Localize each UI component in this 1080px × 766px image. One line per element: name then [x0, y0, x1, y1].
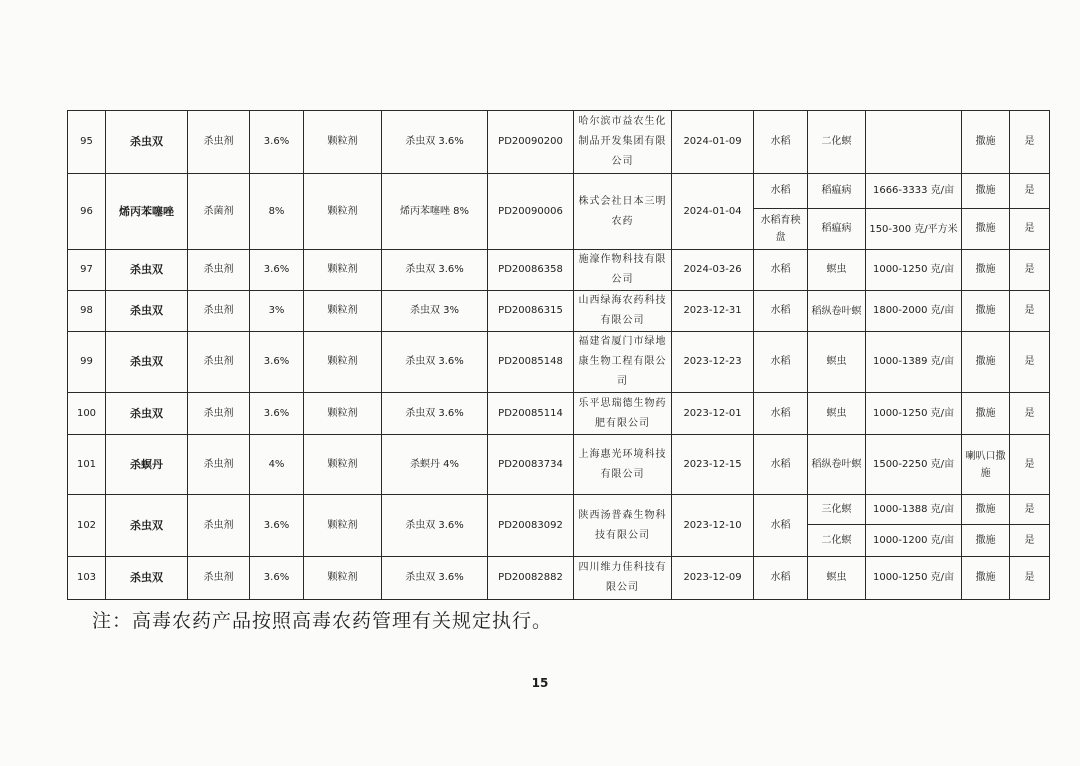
table-row: [68, 250, 1050, 291]
crop: 水稻: [754, 250, 808, 291]
row-number: 101: [68, 435, 106, 495]
formulation: 颗粒剂: [304, 174, 382, 250]
expiry-date: 2023-12-01: [672, 393, 754, 435]
target-pest: 螟虫: [808, 393, 866, 435]
dosage: 1000-1250 克/亩: [866, 250, 962, 291]
table-row: [68, 557, 1050, 600]
formulation: 颗粒剂: [304, 111, 382, 174]
company-name: 株式会社日本三明农药: [574, 174, 672, 250]
expiry-date: 2023-12-09: [672, 557, 754, 600]
product-name: 杀虫双: [106, 393, 188, 435]
dosage: 150-300 克/平方米: [866, 209, 962, 250]
active-ingredient: 杀螟丹 4%: [382, 435, 488, 495]
flag-cell: 是: [1010, 525, 1050, 557]
expiry-date: 2023-12-31: [672, 291, 754, 332]
formulation: 颗粒剂: [304, 291, 382, 332]
product-name: 杀虫双: [106, 557, 188, 600]
pesticide-type: 杀菌剂: [188, 174, 250, 250]
application-method: 撒施: [962, 525, 1010, 557]
target-pest: 稻瘟病: [808, 174, 866, 209]
row-number: 99: [68, 332, 106, 393]
crop: 水稻育秧盘: [754, 209, 808, 250]
target-pest: 稻纵卷叶螟: [808, 435, 866, 495]
application-method: 撒施: [962, 393, 1010, 435]
crop: 水稻: [754, 291, 808, 332]
active-ingredient: 杀虫双 3%: [382, 291, 488, 332]
dosage: 1500-2250 克/亩: [866, 435, 962, 495]
crop: 水稻: [754, 393, 808, 435]
flag-cell: 是: [1010, 435, 1050, 495]
target-pest: 稻瘟病: [808, 209, 866, 250]
flag-cell: 是: [1010, 174, 1050, 209]
crop: 水稻: [754, 174, 808, 209]
application-method: 撒施: [962, 557, 1010, 600]
pesticide-type: 杀虫剂: [188, 495, 250, 557]
table-row: [68, 174, 1050, 209]
application-method: 撒施: [962, 209, 1010, 250]
crop: 水稻: [754, 332, 808, 393]
active-ingredient: 杀虫双 3.6%: [382, 332, 488, 393]
active-ingredient: 杀虫双 3.6%: [382, 111, 488, 174]
registration-number: PD20086358: [488, 250, 574, 291]
target-pest: 螟虫: [808, 557, 866, 600]
registration-number: PD20090200: [488, 111, 574, 174]
total-content: 3.6%: [250, 557, 304, 600]
footnote: 注：高毒农药产品按照高毒农药管理有关规定执行。: [92, 610, 553, 632]
pesticide-type: 杀虫剂: [188, 250, 250, 291]
total-content: 8%: [250, 174, 304, 250]
formulation: 颗粒剂: [304, 393, 382, 435]
row-number: 103: [68, 557, 106, 600]
flag-cell: 是: [1010, 209, 1050, 250]
application-method: 撒施: [962, 250, 1010, 291]
dosage: 1000-1250 克/亩: [866, 393, 962, 435]
table-row: [68, 495, 1050, 525]
total-content: 3.6%: [250, 495, 304, 557]
total-content: 4%: [250, 435, 304, 495]
registration-number: PD20085114: [488, 393, 574, 435]
formulation: 颗粒剂: [304, 495, 382, 557]
product-name: 杀虫双: [106, 495, 188, 557]
dosage: 1000-1388 克/亩: [866, 495, 962, 525]
target-pest: 三化螟: [808, 495, 866, 525]
target-pest: 二化螟: [808, 525, 866, 557]
product-name: 杀虫双: [106, 291, 188, 332]
total-content: 3.6%: [250, 250, 304, 291]
company-name: 四川维力佳科技有限公司: [574, 557, 672, 600]
target-pest: 螟虫: [808, 250, 866, 291]
pesticide-type: 杀虫剂: [188, 393, 250, 435]
registration-number: PD20090006: [488, 174, 574, 250]
crop: 水稻: [754, 557, 808, 600]
registration-number: PD20085148: [488, 332, 574, 393]
dosage: 1000-1250 克/亩: [866, 557, 962, 600]
crop: 水稻: [754, 495, 808, 557]
table-row: [68, 111, 1050, 174]
expiry-date: 2024-03-26: [672, 250, 754, 291]
table-row: [68, 332, 1050, 393]
total-content: 3.6%: [250, 393, 304, 435]
crop: 水稻: [754, 111, 808, 174]
total-content: 3%: [250, 291, 304, 332]
formulation: 颗粒剂: [304, 250, 382, 291]
pesticide-type: 杀虫剂: [188, 332, 250, 393]
row-number: 97: [68, 250, 106, 291]
registration-number: PD20086315: [488, 291, 574, 332]
active-ingredient: 杀虫双 3.6%: [382, 495, 488, 557]
product-name: 杀虫双: [106, 332, 188, 393]
row-number: 95: [68, 111, 106, 174]
application-method: 喇叭口撒施: [962, 435, 1010, 495]
application-method: 撒施: [962, 174, 1010, 209]
table-row: [68, 291, 1050, 332]
row-number: 100: [68, 393, 106, 435]
application-method: 撒施: [962, 111, 1010, 174]
page-number: 15: [531, 676, 549, 690]
target-pest: 二化螟: [808, 111, 866, 174]
product-name: 杀虫双: [106, 111, 188, 174]
application-method: 撒施: [962, 291, 1010, 332]
company-name: 陕西汤普森生物科技有限公司: [574, 495, 672, 557]
crop: 水稻: [754, 435, 808, 495]
pesticide-type: 杀虫剂: [188, 291, 250, 332]
row-number: 98: [68, 291, 106, 332]
registration-number: PD20082882: [488, 557, 574, 600]
pesticide-type: 杀虫剂: [188, 557, 250, 600]
company-name: 施濠作物科技有限公司: [574, 250, 672, 291]
registration-number: PD20083734: [488, 435, 574, 495]
registration-number: PD20083092: [488, 495, 574, 557]
dosage: [866, 111, 962, 174]
expiry-date: 2023-12-23: [672, 332, 754, 393]
pesticide-type: 杀虫剂: [188, 111, 250, 174]
active-ingredient: 杀虫双 3.6%: [382, 557, 488, 600]
table-row: [68, 393, 1050, 435]
dosage: 1800-2000 克/亩: [866, 291, 962, 332]
flag-cell: 是: [1010, 250, 1050, 291]
expiry-date: 2024-01-09: [672, 111, 754, 174]
company-name: 哈尔滨市益农生化制品开发集团有限公司: [574, 111, 672, 174]
flag-cell: 是: [1010, 332, 1050, 393]
company-name: 山西绿海农药科技有限公司: [574, 291, 672, 332]
flag-cell: 是: [1010, 111, 1050, 174]
product-name: 杀螟丹: [106, 435, 188, 495]
company-name: 乐平思瑞德生物药肥有限公司: [574, 393, 672, 435]
expiry-date: 2023-12-10: [672, 495, 754, 557]
table-row: [68, 435, 1050, 495]
flag-cell: 是: [1010, 557, 1050, 600]
total-content: 3.6%: [250, 332, 304, 393]
active-ingredient: 杀虫双 3.6%: [382, 393, 488, 435]
row-number: 96: [68, 174, 106, 250]
company-name: 上海惠光环境科技有限公司: [574, 435, 672, 495]
target-pest: 螟虫: [808, 332, 866, 393]
flag-cell: 是: [1010, 495, 1050, 525]
active-ingredient: 烯丙苯噻唑 8%: [382, 174, 488, 250]
active-ingredient: 杀虫双 3.6%: [382, 250, 488, 291]
flag-cell: 是: [1010, 291, 1050, 332]
dosage: 1000-1389 克/亩: [866, 332, 962, 393]
total-content: 3.6%: [250, 111, 304, 174]
application-method: 撒施: [962, 495, 1010, 525]
formulation: 颗粒剂: [304, 435, 382, 495]
expiry-date: 2024-01-04: [672, 174, 754, 250]
dosage: 1666-3333 克/亩: [866, 174, 962, 209]
pesticide-type: 杀虫剂: [188, 435, 250, 495]
product-name: 杀虫双: [106, 250, 188, 291]
flag-cell: 是: [1010, 393, 1050, 435]
row-number: 102: [68, 495, 106, 557]
company-name: 福建省厦门市绿地康生物工程有限公司: [574, 332, 672, 393]
dosage: 1000-1200 克/亩: [866, 525, 962, 557]
target-pest: 稻纵卷叶螟: [808, 291, 866, 332]
formulation: 颗粒剂: [304, 332, 382, 393]
pesticide-registration-table: [67, 110, 1050, 600]
expiry-date: 2023-12-15: [672, 435, 754, 495]
product-name: 烯丙苯噻唑: [106, 174, 188, 250]
application-method: 撒施: [962, 332, 1010, 393]
formulation: 颗粒剂: [304, 557, 382, 600]
